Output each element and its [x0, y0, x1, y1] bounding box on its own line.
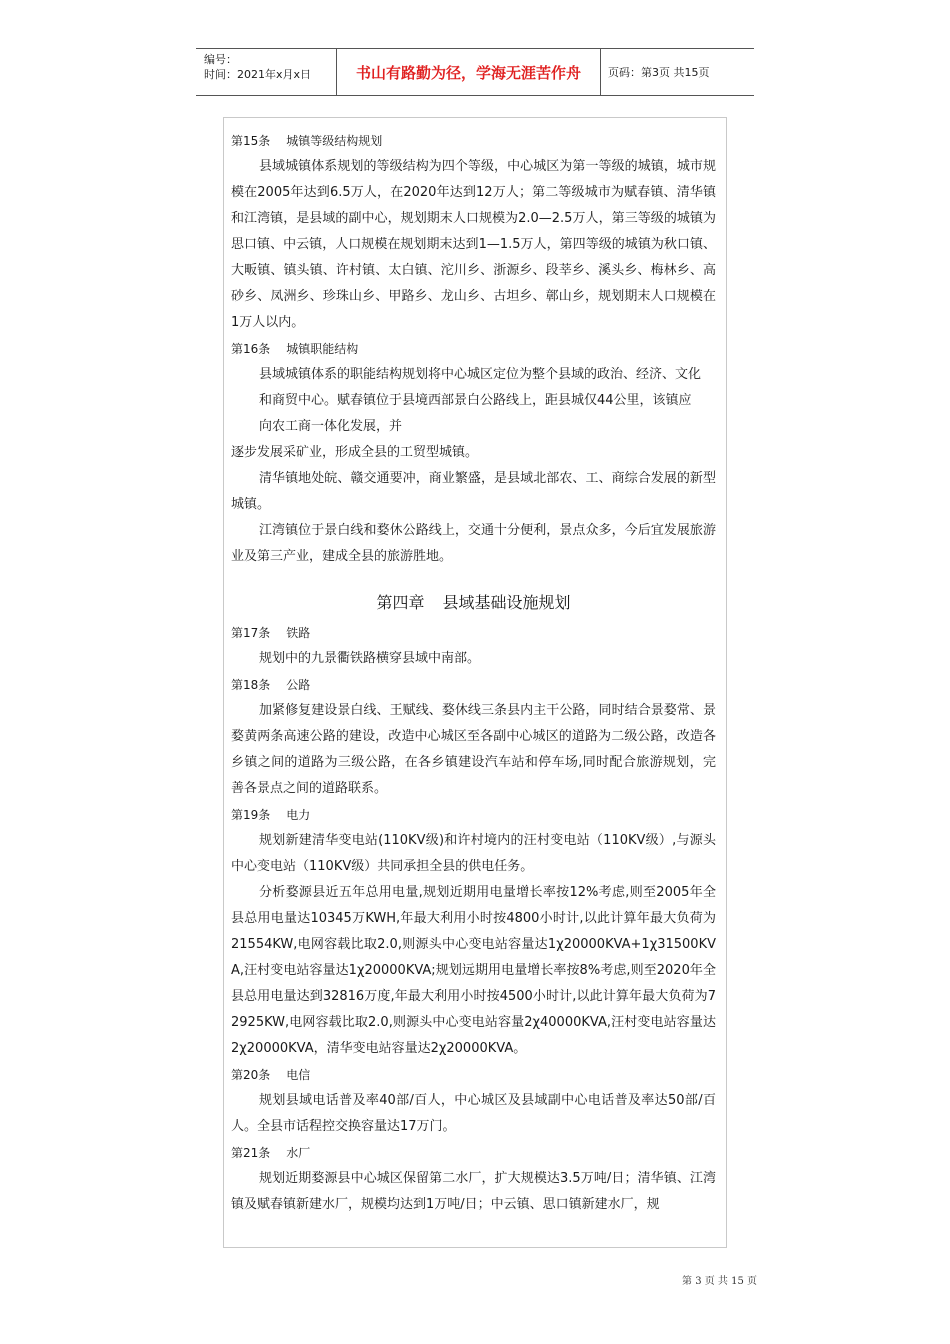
article-title: 电信	[286, 1068, 311, 1082]
article-heading	[231, 672, 716, 698]
article-title: 水厂	[286, 1146, 311, 1160]
paragraph: 逐步发展采矿业，形成全县的工贸型城镇。	[231, 445, 479, 460]
time-label: 时间：2021年x月x日	[204, 68, 312, 81]
paragraph: 规划县域电话普及率40部/百人，中心城区及县域副中心电话普及率达50部/百人。全县市话程控交换容量达17万门。	[231, 1093, 716, 1134]
article-number: 第15条	[231, 134, 271, 148]
paragraph: 清华镇地处皖、赣交通要冲，商业繁盛，是县域北部农、工、商综合发展的新型城镇。	[231, 471, 716, 512]
paragraph: 分析婺源县近五年总用电量,规划近期用电量增长率按12%考虑,则至2005年全县总用电量达10345万KWH,年最大利用小时按4800小时计,以此计算年最大负荷为21554KW,电网容载比取2.0,则源头中心变电站容量达1χ20000KVA+1χ31500KVA,汪村变电站容量达1χ20000KVA;规划远期用电量增长率按8%考虑,则至2020年全县总用电量达到32816万度,年最大利用小时按4500小时计,以此计算年最大负荷为72925KW,电网容载比取2.0,则源头中心变电站容量2χ40000KVA,汪村变电站容量达2χ20000KVA，清华变电站容量达2χ20000KVA。	[231, 885, 716, 1056]
number-label: 编号：	[204, 53, 237, 66]
chapter-heading	[231, 590, 716, 616]
paragraph: 规划中的九景衢铁路横穿县域中南部。	[259, 651, 481, 666]
paragraph: 和商贸中心。赋春镇位于县境西部景白公路线上，距县城仅44公里，该镇应	[259, 393, 692, 408]
chapter-title: 县域基础设施规划	[442, 593, 571, 612]
article-heading	[231, 128, 716, 154]
article-number: 第16条	[231, 342, 271, 356]
article-heading	[231, 802, 716, 828]
paragraph: 县域城镇体系的职能结构规划将中心城区定位为整个县域的政治、经济、文化	[259, 367, 702, 382]
page-footer: 第 3 页 共 15 页	[682, 1276, 757, 1287]
paragraph: 规划近期婺源县中心城区保留第二水厂，扩大规模达3.5万吨/日；清华镇、江湾镇及赋春镇新建水厂，规模均达到1万吨/日；中云镇、思口镇新建水厂，规	[231, 1171, 716, 1212]
header-meta	[196, 49, 337, 95]
article-title: 电力	[286, 808, 311, 822]
article-number: 第19条	[231, 808, 271, 822]
article-number: 第21条	[231, 1146, 271, 1160]
paragraph: 县域城镇体系规划的等级结构为四个等级，中心城区为第一等级的城镇，城市规模在2005年达到6.5万人，在2020年达到12万人；第二等级城市为赋春镇、清华镇和江湾镇，是县域的副中心，规划期末人口规模为2.0—2.5万人，第三等级的城镇为思口镇、中云镇，人口规模在规划期末达到1—1.5万人，第四等级的城镇为秋口镇、大畈镇、镇头镇、许村镇、太白镇、沱川乡、浙源乡、段莘乡、溪头乡、梅林乡、高砂乡、凤洲乡、珍珠山乡、甲路乡、龙山乡、古坦乡、鄣山乡，规划期末人口规模在1万人以内。	[231, 159, 716, 330]
article-title: 城镇等级结构规划	[286, 134, 383, 148]
header-page-label: 页码：第3页 共15页	[608, 66, 710, 79]
article-number: 第18条	[231, 678, 271, 692]
article-title: 铁路	[286, 626, 311, 640]
article-heading	[231, 1140, 716, 1166]
chapter-number: 第四章	[376, 593, 425, 612]
paragraph: 江湾镇位于景白线和婺休公路线上，交通十分便利，景点众多，今后宜发展旅游业及第三产业，建成全县的旅游胜地。	[231, 523, 716, 564]
article-heading	[231, 1062, 716, 1088]
article-title: 公路	[286, 678, 311, 692]
header-motto: 书山有路勤为径，学海无涯苦作舟	[337, 49, 601, 95]
page-header	[196, 48, 754, 96]
paragraph: 向农工商一体化发展，并	[259, 419, 403, 434]
article-number: 第17条	[231, 626, 271, 640]
document-body	[223, 117, 727, 1248]
article-number: 第20条	[231, 1068, 271, 1082]
paragraph: 规划新建清华变电站(110KV级)和许村境内的汪村变电站（110KV级）,与源头中心变电站（110KV级）共同承担全县的供电任务。	[231, 833, 716, 874]
paragraph: 加紧修复建设景白线、王赋线、婺休线三条县内主干公路，同时结合景婺常、景婺黄两条高速公路的建设，改造中心城区至各副中心城区的道路为二级公路，改造各乡镇之间的道路为三级公路，在各乡镇建设汽车站和停车场,同时配合旅游规划，完善各景点之间的道路联系。	[231, 703, 716, 796]
article-heading	[231, 336, 716, 362]
article-heading	[231, 620, 716, 646]
article-title: 城镇职能结构	[286, 342, 359, 356]
